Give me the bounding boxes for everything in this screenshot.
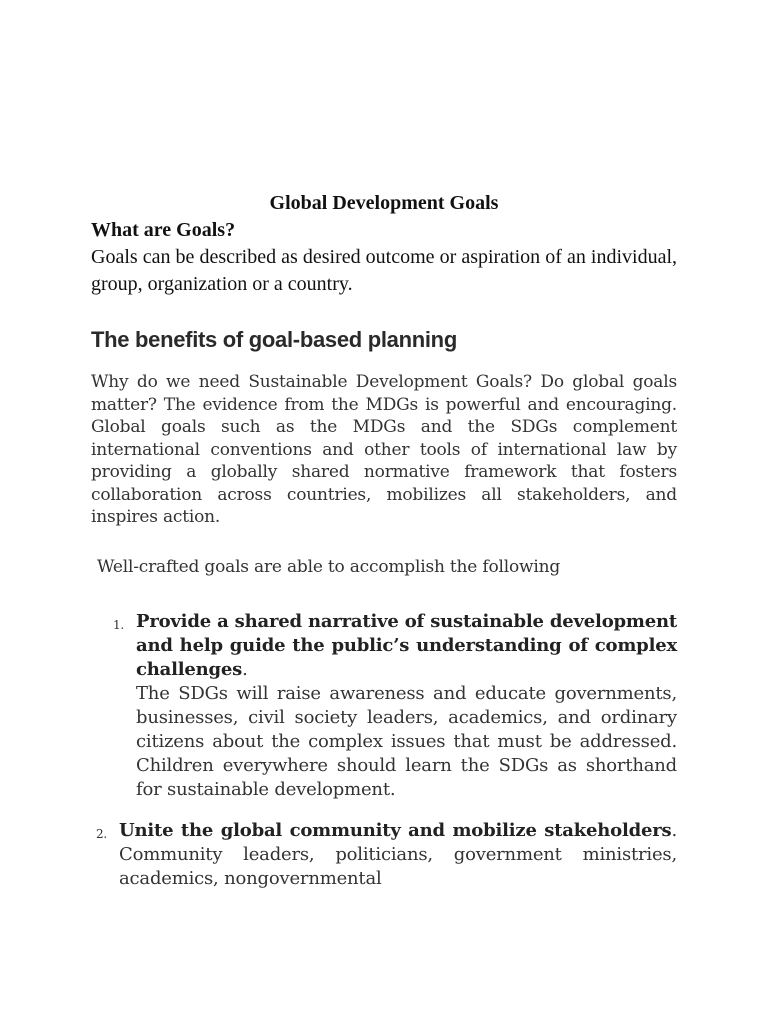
list-item-number: 2. [96,826,108,841]
list-item-title: Provide a shared narrative of sustainable development and help guide the public’s understanding of complex challenges [136,610,677,680]
list-item-text: Community leaders, politicians, government ministries, academics, nongovernmental [119,843,677,889]
list-item-title-punct: . [242,658,248,680]
goals-definition-paragraph: Goals can be described as desired outcome or aspiration of an individual, group, organization or a country. [91,246,677,295]
list-item [91,819,677,891]
list-item-number: 1. [113,617,125,632]
list-item [91,610,677,802]
benefits-heading: The benefits of goal-based planning [91,327,457,352]
goals-list [91,610,677,891]
benefits-paragraph: Why do we need Sustainable Development Goals? Do global goals matter? The evidence from the MDGs is powerful and encouraging. Global goals such as the MDGs and the SDGs complement international conventions and other tools of international law by providing a globally shared normative framework that fosters collaboration across countries, mobilizes all stakeholders, and inspires action. [91,372,677,527]
list-item-text: The SDGs will raise awareness and educate governments, businesses, civil society leaders, academics, and ordinary citizens about the complex issues that must be addressed. Children everywhere should learn the SDGs as shorthand for sustainable development. [136,682,677,800]
what-are-goals-heading: What are Goals? [91,219,236,241]
list-item-title-punct: . [671,819,677,841]
document-title: Global Development Goals [269,192,499,214]
list-intro-line: Well-crafted goals are able to accomplish the following [97,556,561,577]
list-item-title: Unite the global community and mobilize stakeholders [119,819,672,841]
document-page [91,190,677,891]
